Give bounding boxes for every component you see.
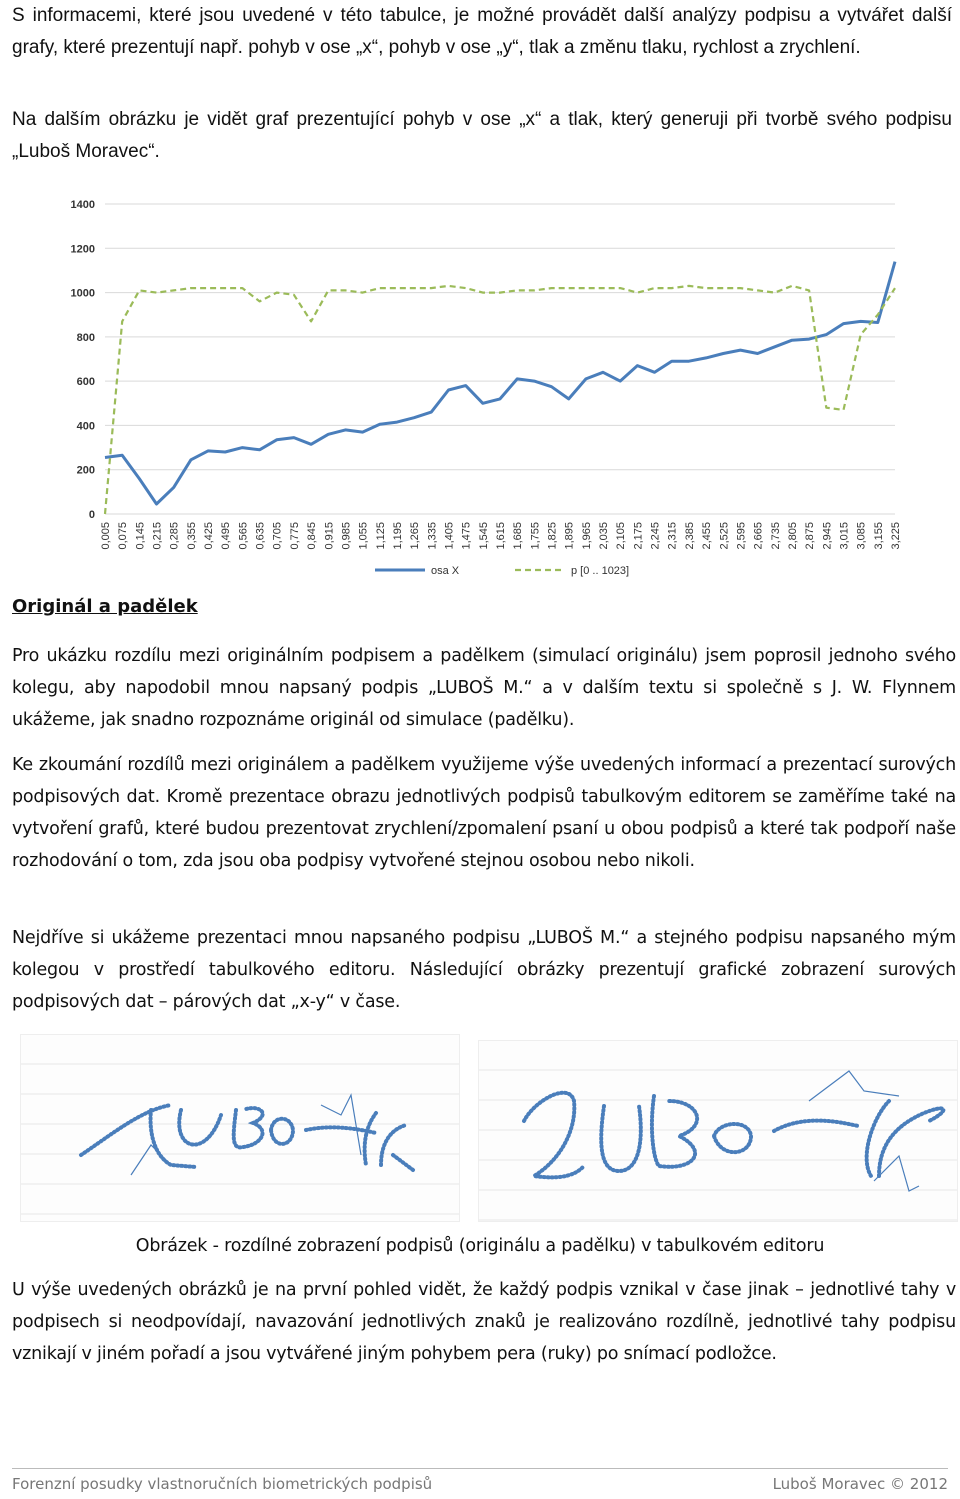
x-tick-label: 0,845 [306, 522, 319, 550]
x-tick-label: 1,405 [443, 522, 456, 550]
section-paragraph-3: Nejdříve si ukážeme prezentaci mnou napsaného podpisu „LUBOŠ M.“ a stejného podpisu napsaného mým kolegou v prostředí tabulkového editoru. Následující obrázky prezentují grafické zobrazení surových podpisových dat – párových dat „x-y“ v čase. [12, 928, 956, 1012]
section-paragraph-2: Ke zkoumání rozdílů mezi originálem a padělkem využijeme výše uvedených informací a prezentací surových podpisových dat. Kromě prezentace obrazu jednotlivých podpisů tabulkovým editorem se zaměříme také na vytvoření grafů, které budou prezentovat zrychlení/zpomalení psaní u obou podpisů a které tak podpoří naše rozhodování o tom, zda jsou oba podpisy vytvořené stejnou osobou nebo nikoli. [12, 755, 956, 871]
x-tick-label: 0,425 [203, 522, 216, 550]
y-tick-label: 1000 [70, 287, 95, 300]
x-tick-label: 2,875 [804, 522, 817, 550]
x-tick-label: 0,215 [151, 522, 164, 550]
series-line-0 [105, 262, 895, 504]
x-tick-label: 1,965 [580, 522, 593, 550]
x-tick-label: 1,825 [546, 522, 559, 550]
x-tick-label: 1,685 [512, 522, 525, 550]
legend-label: p [0 .. 1023] [571, 565, 630, 577]
x-tick-label: 3,155 [872, 522, 885, 550]
x-tick-label: 1,755 [529, 522, 542, 550]
x-tick-label: 3,085 [855, 522, 868, 550]
x-tick-label: 0,635 [254, 522, 267, 550]
x-tick-label: 2,315 [666, 522, 679, 550]
section-paragraph-4: U výše uvedených obrázků je na první pohled vidět, že každý podpis vznikal v čase jinak – jednotlivé tahy v podpisech si neodpovídají, navazování jednotlivých znaků je realizováno rozdílně, jednotlivé tahy podpisu vznikají v jiném pořadí a jsou vytvářené jiným pohybem pera (ruky) po snímací podložce. [12, 1280, 956, 1364]
x-tick-label: 2,595 [735, 522, 748, 550]
x-tick-label: 1,615 [495, 522, 507, 550]
intro-paragraph-1: S informacemi, které jsou uvedené v této tabulce, je možné provádět další analýzy podpisu a vytvářet další grafy, které prezentují např. pohyb v ose „x“, pohyb v ose „y“, tlak a změnu tlaku, rychlost a zrychlení. [12, 5, 952, 58]
x-tick-label: 1,895 [563, 522, 576, 550]
footer-left: Forenzní posudky vlastnoručních biometrických podpisů [12, 1475, 433, 1493]
signature-original-image [20, 1034, 460, 1222]
y-tick-label: 800 [76, 331, 95, 344]
y-tick-label: 200 [76, 464, 95, 477]
x-tick-label: 0,775 [288, 522, 301, 550]
legend-label: osa X [431, 565, 460, 577]
x-tick-label: 3,015 [838, 522, 851, 550]
y-tick-label: 1200 [70, 243, 95, 256]
chart-x-and-pressure [55, 190, 905, 590]
x-tick-label: 0,005 [100, 522, 112, 550]
x-tick-label: 2,665 [752, 522, 765, 550]
intro-paragraph-2: Na dalším obrázku je vidět graf prezentující pohyb v ose „x“ a tlak, který generuji při tvorbě svého podpisu „Luboš Moravec“. [12, 109, 952, 162]
x-tick-label: 0,565 [237, 522, 250, 550]
x-tick-label: 2,945 [821, 522, 834, 550]
x-tick-label: 0,705 [271, 522, 284, 550]
x-tick-label: 1,335 [426, 522, 439, 550]
figure-caption: Obrázek - rozdílné zobrazení podpisů (originálu a padělku) v tabulkovém editoru [135, 1236, 825, 1256]
x-tick-label: 0,355 [185, 522, 198, 550]
section-paragraph-1: Pro ukázku rozdílu mezi originálním podpisem a padělkem (simulací originálu) jsem poprosil jednoho svého kolegu, aby napodobil mnou napsaný podpis „LUBOŠ M.“ a v dalším textu si společně s J. W. Flynnem ukážeme, jak snadno rozpoznáme originál od simulace (padělku). [12, 646, 956, 730]
x-tick-label: 2,105 [615, 522, 628, 550]
footer-right: Luboš Moravec © 2012 [772, 1475, 948, 1493]
x-tick-label: 0,075 [117, 522, 130, 550]
x-tick-label: 0,985 [340, 522, 353, 550]
y-tick-label: 1400 [70, 199, 95, 211]
page-footer [12, 1468, 948, 1493]
x-tick-label: 2,525 [718, 522, 731, 550]
x-tick-label: 1,475 [460, 522, 473, 550]
y-tick-label: 400 [76, 420, 95, 433]
x-tick-label: 0,915 [323, 522, 336, 550]
section-heading: Originál a padělek [12, 596, 198, 617]
signature-forgery-image [478, 1040, 958, 1222]
x-tick-label: 2,245 [649, 522, 662, 550]
x-tick-label: 1,265 [409, 522, 422, 550]
x-tick-label: 1,545 [477, 522, 490, 550]
x-tick-label: 0,285 [168, 522, 181, 550]
x-tick-label: 1,195 [391, 522, 404, 550]
x-tick-label: 1,055 [357, 522, 370, 550]
x-tick-label: 2,805 [786, 522, 799, 550]
x-tick-label: 2,455 [701, 522, 714, 550]
x-tick-label: 2,035 [598, 522, 611, 550]
x-tick-label: 0,145 [134, 522, 147, 550]
x-tick-label: 1,125 [374, 522, 387, 550]
x-tick-label: 0,495 [220, 522, 233, 550]
x-tick-label: 3,225 [890, 522, 902, 550]
x-tick-label: 2,175 [632, 522, 645, 550]
x-tick-label: 2,735 [769, 522, 782, 550]
x-tick-label: 2,385 [683, 522, 696, 550]
y-tick-label: 0 [88, 509, 95, 521]
y-tick-label: 600 [76, 376, 95, 389]
